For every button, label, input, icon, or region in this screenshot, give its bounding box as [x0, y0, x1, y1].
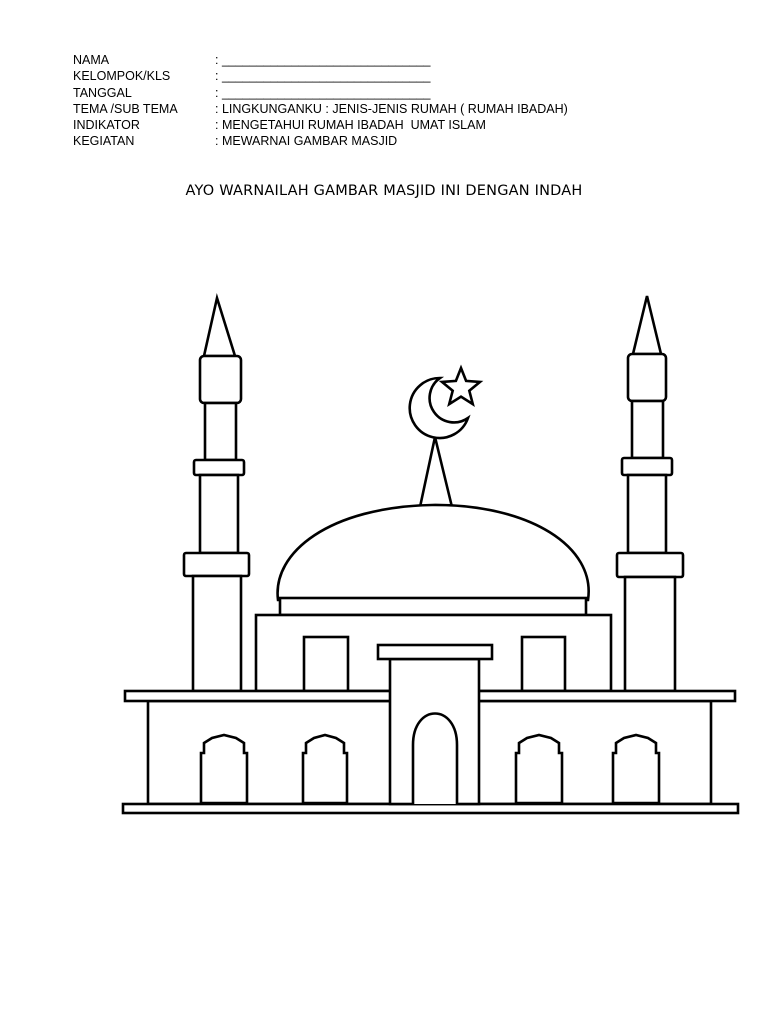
- info-value-tema: : LINGKUNGANKU : JENIS-JENIS RUMAH ( RUMAH IBADAH): [215, 101, 568, 116]
- minaret-right-spire: [633, 296, 661, 354]
- info-value-tanggal: : ______________________________: [215, 85, 431, 100]
- window-3: [516, 735, 562, 803]
- info-label-kegiatan: KEGIATAN: [73, 134, 135, 149]
- minaret-left: [184, 298, 249, 691]
- dome: [278, 505, 589, 615]
- minaret-left-lantern: [200, 356, 241, 403]
- minaret-right-upper-shaft: [632, 401, 663, 458]
- minaret-left-middle-shaft: [200, 475, 238, 553]
- central-gate: [378, 645, 492, 804]
- minaret-left-upper-shaft: [205, 403, 236, 460]
- minaret-left-lower-shaft: [193, 576, 241, 691]
- minaret-right-ring-1: [622, 458, 672, 475]
- info-value-kelompok: : ______________________________: [215, 69, 431, 84]
- window-4: [613, 735, 659, 803]
- minaret-right: [617, 296, 683, 691]
- upper-window-right: [522, 637, 565, 691]
- minaret-right-lantern: [628, 354, 666, 401]
- star-icon: [442, 368, 480, 404]
- gate-door-arch: [413, 714, 457, 805]
- base-band: [123, 804, 738, 813]
- page-title: AYO WARNAILAH GAMBAR MASJID INI DENGAN INDAH: [185, 183, 583, 199]
- info-value-nama: : ______________________________: [215, 53, 431, 67]
- minaret-right-lower-shaft: [625, 577, 675, 691]
- info-label-tanggal: TANGGAL: [73, 85, 132, 100]
- info-value-indikator: : MENGETAHUI RUMAH IBADAH UMAT ISLAM: [215, 118, 486, 133]
- minaret-left-spire: [204, 298, 235, 356]
- info-label-indikator: INDIKATOR: [73, 118, 140, 133]
- crescent-star-icon: [410, 368, 480, 507]
- info-label-kelompok: KELOMPOK/KLS: [73, 69, 171, 84]
- minaret-right-middle-shaft: [628, 475, 666, 553]
- minaret-left-ring-2: [184, 553, 249, 576]
- upper-window-left: [304, 637, 348, 691]
- info-label-nama: NAMA: [73, 53, 110, 67]
- dome-base-band: [280, 598, 586, 615]
- info-label-tema: TEMA /SUB TEMA: [73, 101, 178, 116]
- window-1: [201, 735, 247, 803]
- info-value-kegiatan: : MEWARNAI GAMBAR MASJID: [215, 134, 398, 149]
- dome-body: [278, 505, 589, 600]
- gate-cap: [378, 645, 492, 659]
- window-2: [303, 735, 347, 803]
- minaret-right-ring-2: [617, 553, 683, 577]
- minaret-left-ring-1: [194, 460, 244, 475]
- antenna-spire: [420, 437, 452, 507]
